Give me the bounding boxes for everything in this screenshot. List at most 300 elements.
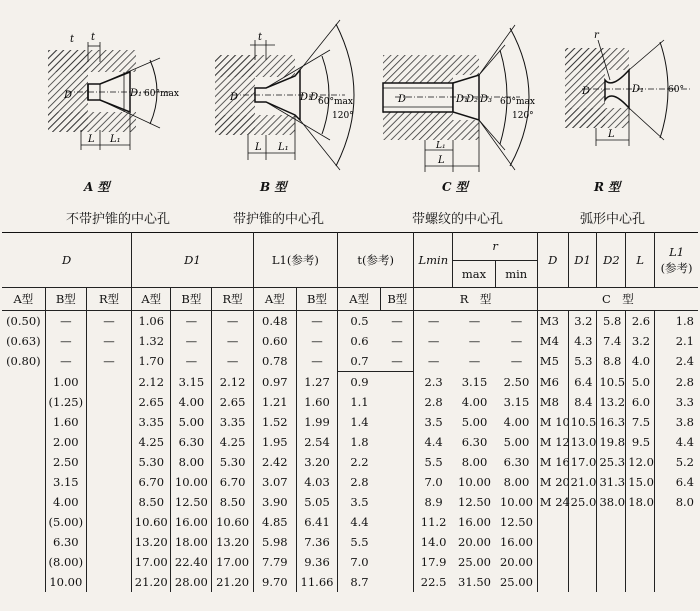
svg-text:60°max: 60°max bbox=[500, 97, 535, 107]
cell-a-d1: 8.50 bbox=[132, 492, 171, 512]
cell-c-d1 bbox=[568, 512, 597, 532]
cell-c-d: M5 bbox=[537, 351, 568, 372]
cell-r-d1: 6.70 bbox=[212, 472, 253, 492]
cell-b-d: 3.15 bbox=[45, 472, 86, 492]
cell-c-d2 bbox=[597, 532, 626, 552]
cell-c-l bbox=[626, 552, 655, 572]
header-d: D bbox=[2, 233, 132, 288]
svg-text:D₁: D₁ bbox=[456, 94, 469, 105]
cell-a-t: 1.8 bbox=[350, 435, 369, 449]
cell-b-d1: — bbox=[171, 311, 212, 332]
cell-c-d2: 38.0 bbox=[597, 492, 626, 512]
cell-c-d1: 6.4 bbox=[568, 372, 597, 393]
cell-r-d bbox=[86, 392, 131, 412]
cell-b-t bbox=[381, 432, 414, 452]
cell-b-d: 6.30 bbox=[45, 532, 86, 552]
cell-r-d1: — bbox=[212, 331, 253, 351]
cell-a-d1: 5.30 bbox=[132, 452, 171, 472]
cell-a-d bbox=[2, 432, 45, 452]
cell-b-d: — bbox=[45, 351, 86, 372]
cell-b-d1: 4.00 bbox=[171, 392, 212, 412]
cell-r-d1: 2.12 bbox=[212, 372, 253, 393]
svg-text:t: t bbox=[70, 34, 75, 45]
cell-b-l1: 5.05 bbox=[296, 492, 337, 512]
cell-r-min: 20.00 bbox=[496, 552, 537, 572]
cell-a-d bbox=[2, 512, 45, 532]
cell-a-d1: 2.12 bbox=[132, 372, 171, 393]
figure-c-caption: 带螺纹的中心孔 bbox=[412, 212, 504, 227]
table-row bbox=[2, 372, 698, 393]
cell-c-l: 18.0 bbox=[626, 492, 655, 512]
sub-b2: B型 bbox=[171, 288, 212, 311]
sub-a3: A型 bbox=[253, 288, 296, 311]
cell-b-l1: — bbox=[296, 331, 337, 351]
sub-r-type: R 型 bbox=[414, 288, 538, 311]
sub-a: A型 bbox=[2, 288, 45, 311]
cell-c-d1 bbox=[568, 532, 597, 552]
cell-r-max: 20.00 bbox=[458, 535, 491, 549]
svg-text:D₂: D₂ bbox=[466, 94, 479, 105]
cell-a-d bbox=[2, 552, 45, 572]
header-d1: D1 bbox=[132, 233, 253, 288]
sub-b3: B型 bbox=[296, 288, 337, 311]
cell-c-d: M 10 bbox=[537, 412, 568, 432]
cell-r-lmin: 22.5 bbox=[420, 575, 447, 589]
header-c-d2: D2 bbox=[597, 233, 626, 288]
cell-r-max: 3.15 bbox=[461, 374, 488, 389]
cell-c-l1 bbox=[655, 552, 698, 572]
header-lmin: Lmin bbox=[414, 233, 453, 288]
cell-a-l1: 0.48 bbox=[253, 311, 296, 332]
table-row bbox=[2, 351, 698, 372]
cell-a-d: (0.63) bbox=[2, 331, 45, 351]
cell-c-d1: 17.0 bbox=[568, 452, 597, 472]
cell-a-d: (0.80) bbox=[2, 351, 45, 372]
cell-c-d2 bbox=[597, 512, 626, 532]
svg-text:D₃: D₃ bbox=[480, 94, 493, 105]
cell-b-t bbox=[381, 492, 414, 512]
cell-c-d1: 5.3 bbox=[568, 351, 597, 372]
cell-c-l1 bbox=[655, 572, 698, 592]
cell-r-d1: 2.65 bbox=[212, 392, 253, 412]
header-c-ref: (参考) bbox=[660, 261, 693, 275]
cell-c-d2: 25.3 bbox=[597, 452, 626, 472]
cell-r-d1: — bbox=[212, 351, 253, 372]
table-row bbox=[2, 472, 698, 492]
cell-c-d: M 20 bbox=[537, 472, 568, 492]
svg-text:t: t bbox=[91, 32, 96, 43]
table-body bbox=[2, 311, 698, 593]
cell-c-d bbox=[537, 512, 568, 532]
cell-b-t bbox=[381, 452, 414, 472]
figure-r-caption: 弧形中心孔 bbox=[580, 212, 646, 227]
cell-b-t bbox=[381, 372, 414, 393]
table-row bbox=[2, 552, 698, 572]
cell-b-d: 4.00 bbox=[45, 492, 86, 512]
cell-r-d bbox=[86, 552, 131, 572]
cell-r-max: — bbox=[468, 314, 481, 328]
svg-text:60°: 60° bbox=[668, 85, 684, 95]
cell-a-l1: 1.52 bbox=[253, 412, 296, 432]
cell-r-min: 4.00 bbox=[496, 412, 537, 432]
figure-b-type-label: B 型 bbox=[260, 180, 287, 194]
cell-r-d1: 13.20 bbox=[212, 532, 253, 552]
cell-a-d1: 21.20 bbox=[132, 572, 171, 592]
svg-text:t: t bbox=[258, 32, 263, 43]
cell-r-d: — bbox=[86, 351, 131, 372]
cell-r-min: 12.50 bbox=[496, 512, 537, 532]
cell-r-min: 8.00 bbox=[496, 472, 537, 492]
cell-c-l: 12.0 bbox=[626, 452, 655, 472]
cell-a-t: 4.4 bbox=[350, 515, 369, 529]
cell-c-d2: 5.8 bbox=[597, 311, 626, 332]
cell-r-lmin: 14.0 bbox=[420, 535, 447, 549]
cell-a-d1: 1.70 bbox=[132, 351, 171, 372]
cell-c-l1: 1.8 bbox=[675, 314, 694, 328]
cell-b-l1: 1.60 bbox=[296, 392, 337, 412]
cell-b-t bbox=[381, 472, 414, 492]
cell-a-d bbox=[2, 532, 45, 552]
cell-b-d1: 12.50 bbox=[171, 492, 212, 512]
cell-r-max: — bbox=[468, 334, 481, 348]
table-row bbox=[2, 412, 698, 432]
svg-text:D₁: D₁ bbox=[300, 92, 313, 103]
svg-text:L: L bbox=[255, 142, 262, 153]
cell-a-l1: 7.79 bbox=[253, 552, 296, 572]
cell-r-d1: 5.30 bbox=[212, 452, 253, 472]
cell-c-l1 bbox=[655, 532, 698, 552]
cell-a-d bbox=[2, 472, 45, 492]
cell-b-l1: — bbox=[296, 351, 337, 372]
cell-r-max: 16.00 bbox=[458, 515, 491, 529]
cell-b-d1: 10.00 bbox=[171, 472, 212, 492]
cell-c-d2: 7.4 bbox=[597, 331, 626, 351]
cell-a-d1: 1.06 bbox=[132, 311, 171, 332]
cell-a-d bbox=[2, 412, 45, 432]
cell-b-l1: 9.36 bbox=[296, 552, 337, 572]
cell-c-l1 bbox=[655, 512, 698, 532]
cell-c-d1: 13.0 bbox=[568, 432, 597, 452]
svg-text:L₁: L₁ bbox=[278, 142, 289, 153]
cell-r-d bbox=[86, 532, 131, 552]
header-t-ref: t(参考) bbox=[338, 233, 414, 288]
cell-r-lmin: — bbox=[427, 354, 440, 369]
cell-b-l1: 4.03 bbox=[296, 472, 337, 492]
cell-r-max: 5.00 bbox=[461, 415, 488, 429]
cell-b-d: 2.00 bbox=[45, 432, 86, 452]
table-row bbox=[2, 311, 698, 332]
table-row bbox=[2, 512, 698, 532]
figure-a-type-label: A 型 bbox=[84, 180, 110, 194]
header-c-l1: L1 bbox=[669, 245, 685, 259]
cell-a-d1: 1.32 bbox=[132, 331, 171, 351]
svg-text:D: D bbox=[398, 94, 407, 105]
cell-a-l1: 9.70 bbox=[253, 572, 296, 592]
figure-r-drawing bbox=[565, 30, 690, 146]
cell-r-max: — bbox=[468, 354, 481, 369]
figure-c-type-label: C 型 bbox=[442, 180, 468, 194]
cell-a-t: 7.0 bbox=[350, 555, 369, 569]
figures-panel bbox=[0, 0, 700, 230]
cell-r-d: — bbox=[86, 331, 131, 351]
cell-c-d1: 10.5 bbox=[568, 412, 597, 432]
cell-c-l1: 3.8 bbox=[675, 415, 694, 429]
cell-a-t: 5.5 bbox=[350, 535, 369, 549]
cell-a-l1: 1.95 bbox=[253, 432, 296, 452]
svg-text:120°: 120° bbox=[512, 111, 534, 121]
cell-c-l: 3.2 bbox=[626, 331, 655, 351]
cell-b-d: 1.00 bbox=[45, 372, 86, 393]
header-r-min: min bbox=[505, 267, 528, 281]
cell-r-min: — bbox=[496, 331, 537, 351]
svg-text:D: D bbox=[64, 90, 73, 101]
cell-a-l1: 5.98 bbox=[253, 532, 296, 552]
svg-text:D: D bbox=[230, 92, 239, 103]
cell-r-lmin: 7.0 bbox=[424, 475, 443, 489]
cell-b-d: (8.00) bbox=[45, 552, 86, 572]
cell-r-d1: 4.25 bbox=[212, 432, 253, 452]
sub-r: R型 bbox=[86, 288, 131, 311]
cell-r-d1: 17.00 bbox=[212, 552, 253, 572]
cell-c-l: 4.0 bbox=[626, 351, 655, 372]
table-row bbox=[2, 331, 698, 351]
sub-b4: B型 bbox=[381, 288, 414, 311]
cell-b-d1: 5.00 bbox=[171, 412, 212, 432]
cell-r-max: 8.00 bbox=[461, 455, 488, 469]
cell-c-d: M3 bbox=[537, 311, 568, 332]
cell-b-l1: 2.54 bbox=[296, 432, 337, 452]
cell-b-l1: 3.20 bbox=[296, 452, 337, 472]
sub-b: B型 bbox=[45, 288, 86, 311]
cell-r-min: 3.15 bbox=[496, 392, 537, 412]
cell-c-l1: 6.4 bbox=[675, 475, 694, 489]
header-r: r bbox=[453, 233, 536, 261]
cell-b-l1: 6.41 bbox=[296, 512, 337, 532]
svg-text:120°: 120° bbox=[332, 111, 354, 121]
cell-c-l: 6.0 bbox=[626, 392, 655, 412]
header-l1-ref: L1(参考) bbox=[253, 233, 337, 288]
cell-b-t bbox=[381, 412, 414, 432]
cell-c-d1: 25.0 bbox=[568, 492, 597, 512]
figure-b-drawing bbox=[215, 20, 354, 170]
cell-b-d1: 22.40 bbox=[171, 552, 212, 572]
cell-r-lmin: 3.5 bbox=[424, 415, 443, 429]
cell-a-d1: 10.60 bbox=[132, 512, 171, 532]
table-row bbox=[2, 432, 698, 452]
cell-c-l1: 4.4 bbox=[675, 435, 694, 449]
header-c-d1: D1 bbox=[568, 233, 597, 288]
cell-c-d: M6 bbox=[537, 372, 568, 393]
cell-r-max: 31.50 bbox=[458, 575, 491, 589]
svg-text:L₁: L₁ bbox=[436, 141, 446, 151]
svg-text:L: L bbox=[608, 129, 615, 140]
cell-a-d1: 2.65 bbox=[132, 392, 171, 412]
cell-r-max: 4.00 bbox=[461, 395, 488, 409]
cell-r-lmin: 11.2 bbox=[420, 515, 447, 529]
cell-r-d1: 3.35 bbox=[212, 412, 253, 432]
cell-c-d2 bbox=[597, 572, 626, 592]
cell-b-d: 10.00 bbox=[45, 572, 86, 592]
cell-b-d1: 28.00 bbox=[171, 572, 212, 592]
cell-b-t bbox=[381, 532, 414, 552]
cell-b-l1: 1.27 bbox=[296, 372, 337, 393]
cell-c-d1: 3.2 bbox=[568, 311, 597, 332]
table-row bbox=[2, 452, 698, 472]
cell-r-lmin: — bbox=[427, 314, 440, 328]
cell-c-d bbox=[537, 552, 568, 572]
cell-b-d1: 6.30 bbox=[171, 432, 212, 452]
cell-b-d1: 16.00 bbox=[171, 512, 212, 532]
cell-c-d1: 8.4 bbox=[568, 392, 597, 412]
cell-b-t: — bbox=[381, 311, 414, 332]
center-hole-dimension-table bbox=[2, 232, 698, 592]
cell-b-d1: 8.00 bbox=[171, 452, 212, 472]
cell-c-d bbox=[537, 572, 568, 592]
cell-c-l: 7.5 bbox=[626, 412, 655, 432]
cell-c-l: 15.0 bbox=[626, 472, 655, 492]
cell-c-l: 5.0 bbox=[626, 372, 655, 393]
cell-r-d: — bbox=[86, 311, 131, 332]
cell-a-t: 0.6 bbox=[350, 334, 369, 348]
cell-r-d bbox=[86, 492, 131, 512]
cell-b-d1: 3.15 bbox=[171, 372, 212, 393]
cell-a-d1: 3.35 bbox=[132, 412, 171, 432]
cell-b-l1: 1.99 bbox=[296, 412, 337, 432]
svg-text:D₁: D₁ bbox=[130, 88, 143, 99]
svg-text:r: r bbox=[594, 30, 599, 41]
cell-a-l1: 0.60 bbox=[253, 331, 296, 351]
cell-a-l1: 1.21 bbox=[253, 392, 296, 412]
svg-text:60°max: 60°max bbox=[318, 97, 353, 107]
figure-a-caption: 不带护锥的中心孔 bbox=[66, 212, 171, 227]
cell-r-min: — bbox=[496, 311, 537, 332]
svg-text:D₂: D₂ bbox=[310, 92, 323, 103]
cell-b-t: — bbox=[381, 351, 414, 372]
cell-b-t bbox=[381, 512, 414, 532]
cell-b-l1: 11.66 bbox=[296, 572, 337, 592]
cell-r-max: 25.00 bbox=[458, 555, 491, 569]
cell-r-d bbox=[86, 372, 131, 393]
cell-a-t: 0.5 bbox=[350, 314, 369, 328]
header-c-d: D bbox=[537, 233, 568, 288]
cell-a-l1: 3.07 bbox=[253, 472, 296, 492]
sub-c-type: C 型 bbox=[601, 292, 634, 306]
header-c-l: L bbox=[626, 233, 655, 288]
cell-r-d1: 10.60 bbox=[212, 512, 253, 532]
cell-a-d: (0.50) bbox=[2, 311, 45, 332]
cell-b-d: — bbox=[45, 311, 86, 332]
cell-r-d1: — bbox=[212, 311, 253, 332]
figure-r-type-label: R 型 bbox=[594, 180, 621, 194]
cell-a-d bbox=[2, 372, 45, 393]
sub-r2: R型 bbox=[212, 288, 253, 311]
cell-c-d: M4 bbox=[537, 331, 568, 351]
cell-a-t: 2.8 bbox=[350, 475, 369, 489]
cell-r-min: 16.00 bbox=[496, 532, 537, 552]
cell-c-l: 2.6 bbox=[626, 311, 655, 332]
cell-a-t: 1.1 bbox=[350, 395, 369, 409]
cell-c-d1: 4.3 bbox=[568, 331, 597, 351]
cell-a-l1: 0.78 bbox=[253, 351, 296, 372]
figure-a-drawing bbox=[48, 32, 179, 150]
cell-c-l1: 2.4 bbox=[675, 354, 694, 369]
cell-r-lmin: 2.8 bbox=[424, 395, 443, 409]
cell-r-lmin: 5.5 bbox=[424, 455, 443, 469]
cell-c-d: M8 bbox=[537, 392, 568, 412]
cell-a-t: 3.5 bbox=[350, 495, 369, 509]
header-r-max: max bbox=[453, 261, 495, 287]
cell-a-l1: 2.42 bbox=[253, 452, 296, 472]
cell-c-d2: 10.5 bbox=[597, 372, 626, 393]
cell-b-t: — bbox=[381, 331, 414, 351]
table-row bbox=[2, 492, 698, 512]
cell-b-t bbox=[381, 572, 414, 592]
cell-b-l1: — bbox=[296, 311, 337, 332]
cell-a-d1: 17.00 bbox=[132, 552, 171, 572]
cell-c-d2: 16.3 bbox=[597, 412, 626, 432]
header-c-l1-group bbox=[655, 233, 698, 288]
cell-r-lmin: — bbox=[427, 334, 440, 348]
sub-a4: A型 bbox=[338, 288, 381, 311]
cell-c-l: 9.5 bbox=[626, 432, 655, 452]
cell-c-d2: 13.2 bbox=[597, 392, 626, 412]
cell-c-d: M 24 bbox=[537, 492, 568, 512]
cell-a-t: 2.2 bbox=[350, 455, 369, 469]
cell-a-d bbox=[2, 492, 45, 512]
cell-r-lmin: 8.9 bbox=[424, 495, 443, 509]
table-row bbox=[2, 392, 698, 412]
table-row bbox=[2, 572, 698, 592]
cell-c-l1: 2.1 bbox=[675, 334, 694, 348]
cell-c-l bbox=[626, 572, 655, 592]
cell-r-d1: 21.20 bbox=[212, 572, 253, 592]
cell-c-d1 bbox=[568, 572, 597, 592]
cell-r-d bbox=[86, 512, 131, 532]
cell-c-l1: 5.2 bbox=[675, 455, 694, 469]
svg-text:L: L bbox=[88, 134, 95, 145]
cell-b-d: — bbox=[45, 331, 86, 351]
cell-c-d1: 21.0 bbox=[568, 472, 597, 492]
cell-r-min: — bbox=[496, 351, 537, 372]
cell-b-d1: 18.00 bbox=[171, 532, 212, 552]
cell-r-d1: 8.50 bbox=[212, 492, 253, 512]
cell-a-t: 0.7 bbox=[350, 354, 369, 368]
cell-r-d bbox=[86, 432, 131, 452]
cell-b-d: 2.50 bbox=[45, 452, 86, 472]
cell-a-d bbox=[2, 452, 45, 472]
cell-r-max: 10.00 bbox=[458, 475, 491, 489]
cell-r-min: 10.00 bbox=[496, 492, 537, 512]
cell-b-d: (1.25) bbox=[45, 392, 86, 412]
cell-a-l1: 3.90 bbox=[253, 492, 296, 512]
cell-r-min: 6.30 bbox=[496, 452, 537, 472]
cell-b-d: (5.00) bbox=[45, 512, 86, 532]
cell-c-d: M 12 bbox=[537, 432, 568, 452]
figure-b-caption: 带护锥的中心孔 bbox=[233, 212, 325, 227]
cell-b-d1: — bbox=[171, 351, 212, 372]
cell-r-min: 5.00 bbox=[496, 432, 537, 452]
svg-text:D₁: D₁ bbox=[632, 84, 645, 95]
cell-b-t bbox=[381, 392, 414, 412]
cell-a-d1: 13.20 bbox=[132, 532, 171, 552]
cell-c-d bbox=[537, 532, 568, 552]
cell-a-d1: 6.70 bbox=[132, 472, 171, 492]
cell-c-d2 bbox=[597, 552, 626, 572]
svg-text:D: D bbox=[582, 86, 591, 97]
cell-c-l1: 3.3 bbox=[675, 395, 694, 409]
cell-r-d bbox=[86, 452, 131, 472]
cell-a-d bbox=[2, 572, 45, 592]
